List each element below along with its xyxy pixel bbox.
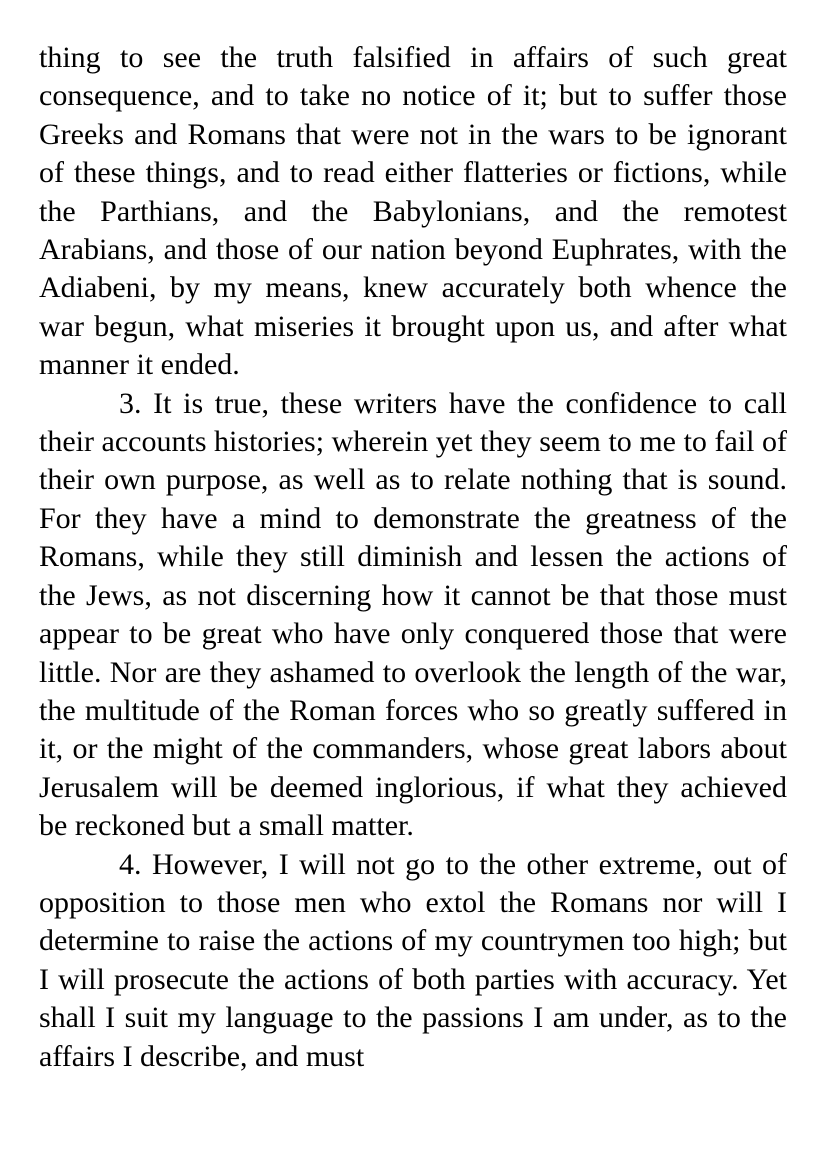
document-page (39, 39, 787, 1076)
paragraph-continuation: thing to see the truth falsified in affairs of such great consequence, and to take no notice of it; but to suffer those Greeks and Romans that were not in the wars to be ignorant of these things, and to read either flatteries or fictions, while the Parthians, and the Babylonians, and the remotest Arabians, and those of our nation beyond Euphrates, with the Adiabeni, by my means, knew accurately both whence the war begun, what miseries it brought upon us, and after what manner it ended. (39, 41, 787, 382)
paragraph-section-3: 3. It is true, these writers have the confidence to call their accounts histories; wherein yet they seem to me to fail of their own purpose, as well as to relate nothing that is sound. For they have a mind to demonstrate the greatness of the Romans, while they still diminish and lessen the actions of the Jews, as not discerning how it cannot be that those must appear to be great who have only conquered those that were little. Nor are they ashamed to overlook the length of the war, the multitude of the Roman forces who so greatly suffered in it, or the might of the commanders, whose great labors about Jerusalem will be deemed inglorious, if what they achieved be reckoned but a small matter. (39, 386, 787, 843)
paragraph-section-4: 4. However, I will not go to the other extreme, out of opposition to those men who extol the Romans nor will I determine to raise the actions of my countrymen too high; but I will prosecute the actions of both parties with accuracy. Yet shall I suit my language to the passions I am under, as to the affairs I describe, and must (39, 847, 787, 1073)
